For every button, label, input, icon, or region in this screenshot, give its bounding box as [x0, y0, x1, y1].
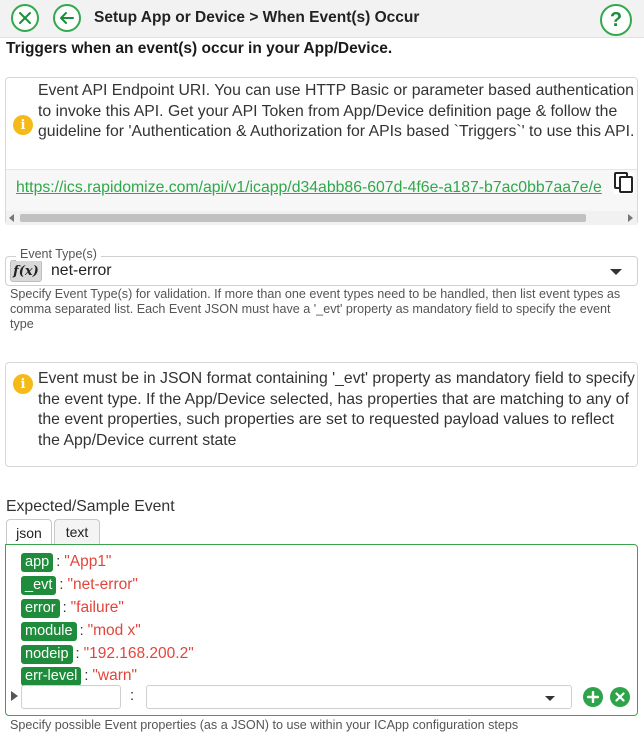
help-icon: ?	[609, 9, 623, 31]
property-key[interactable]: module	[21, 622, 77, 641]
add-property-button[interactable]	[583, 687, 603, 707]
close-button[interactable]	[11, 4, 39, 32]
new-property-value-select[interactable]	[146, 685, 572, 709]
new-property-key-input[interactable]	[21, 685, 121, 709]
sample-event-label: Expected/Sample Event	[6, 498, 175, 515]
chevron-down-icon[interactable]	[545, 696, 555, 701]
json-property-row[interactable]: error : "failure"	[21, 598, 124, 618]
horizontal-scrollbar[interactable]	[6, 211, 637, 225]
property-key[interactable]: _evt	[21, 576, 56, 595]
property-key[interactable]: app	[21, 553, 53, 572]
property-value[interactable]: "net-error"	[67, 576, 138, 593]
endpoint-url-strip	[6, 169, 637, 211]
page-title: Setup App or Device > When Event(s) Occur	[94, 9, 420, 26]
event-type-help: Specify Event Type(s) for validation. If more than one event types need to be handled, then list event types as comma separated list. Each Event JSON must have a '_evt' property as mandatory field to specify the event type	[10, 287, 621, 331]
property-value[interactable]: "192.168.200.2"	[83, 645, 194, 662]
tab-json[interactable]: json	[6, 519, 52, 545]
sample-event-help: Specify possible Event properties (as a JSON) to use within your ICApp configuration steps	[10, 718, 519, 732]
property-value[interactable]: "warn"	[92, 667, 138, 684]
info-icon: i	[13, 115, 33, 135]
json-property-row[interactable]: nodeip : "192.168.200.2"	[21, 644, 194, 664]
close-icon	[615, 692, 625, 702]
scroll-right-icon[interactable]	[628, 214, 633, 222]
json-property-row[interactable]: module : "mod x"	[21, 621, 141, 641]
json-property-row[interactable]: _evt : "net-error"	[21, 575, 138, 595]
property-key[interactable]: nodeip	[21, 645, 73, 664]
property-key[interactable]: err-level	[21, 667, 81, 686]
chevron-down-icon[interactable]	[610, 269, 622, 275]
scroll-left-icon[interactable]	[9, 214, 14, 222]
api-info-text: Event API Endpoint URI. You can use HTTP Basic or parameter based authentication to invoke this API. Get your API Token from App/Device definition page & follow the guideline for 'Authentication & Authorization for APIs based `Triggers`' to use this API.	[38, 82, 635, 140]
copy-icon[interactable]	[614, 172, 634, 194]
event-type-value: net-error	[51, 262, 112, 279]
property-value[interactable]: "failure"	[70, 599, 124, 616]
remove-property-button[interactable]	[610, 687, 630, 707]
arrow-left-icon	[59, 11, 75, 25]
header-bar	[0, 0, 644, 38]
api-endpoint-info	[5, 77, 638, 225]
tab-text[interactable]: text	[54, 519, 100, 544]
json-info-text: Event must be in JSON format containing '_evt' property as mandatory field to specify the event type. If the App/Device selected, has properties that are matching to any of the event properties, such properties are set to requested payload values to reflect the App/Device current state	[38, 370, 635, 449]
info-icon: i	[13, 374, 33, 394]
plus-icon	[587, 691, 599, 703]
close-icon	[18, 11, 32, 25]
function-toggle-button[interactable]: f(x)	[10, 260, 42, 282]
caret-right-icon[interactable]	[11, 691, 18, 701]
property-value[interactable]: "App1"	[64, 553, 112, 570]
json-property-row[interactable]: err-level : "warn"	[21, 666, 137, 686]
json-property-row[interactable]: app : "App1"	[21, 552, 111, 572]
page-subtitle: Triggers when an event(s) occur in your App/Device.	[6, 40, 393, 57]
key-value-separator: :	[130, 687, 135, 704]
help-button[interactable]	[600, 4, 632, 36]
json-format-info	[5, 362, 638, 467]
scrollbar-thumb[interactable]	[20, 214, 586, 222]
back-button[interactable]	[53, 4, 81, 32]
endpoint-url-link[interactable]: https://ics.rapidomize.com/api/v1/icapp/d34abb86-607d-4f6e-a187-b7ac0bb7aa7e/e	[16, 179, 602, 196]
event-type-label: Event Type(s)	[16, 247, 101, 261]
json-editor	[5, 544, 638, 716]
property-key[interactable]: error	[21, 599, 60, 618]
property-value[interactable]: "mod x"	[87, 622, 141, 639]
